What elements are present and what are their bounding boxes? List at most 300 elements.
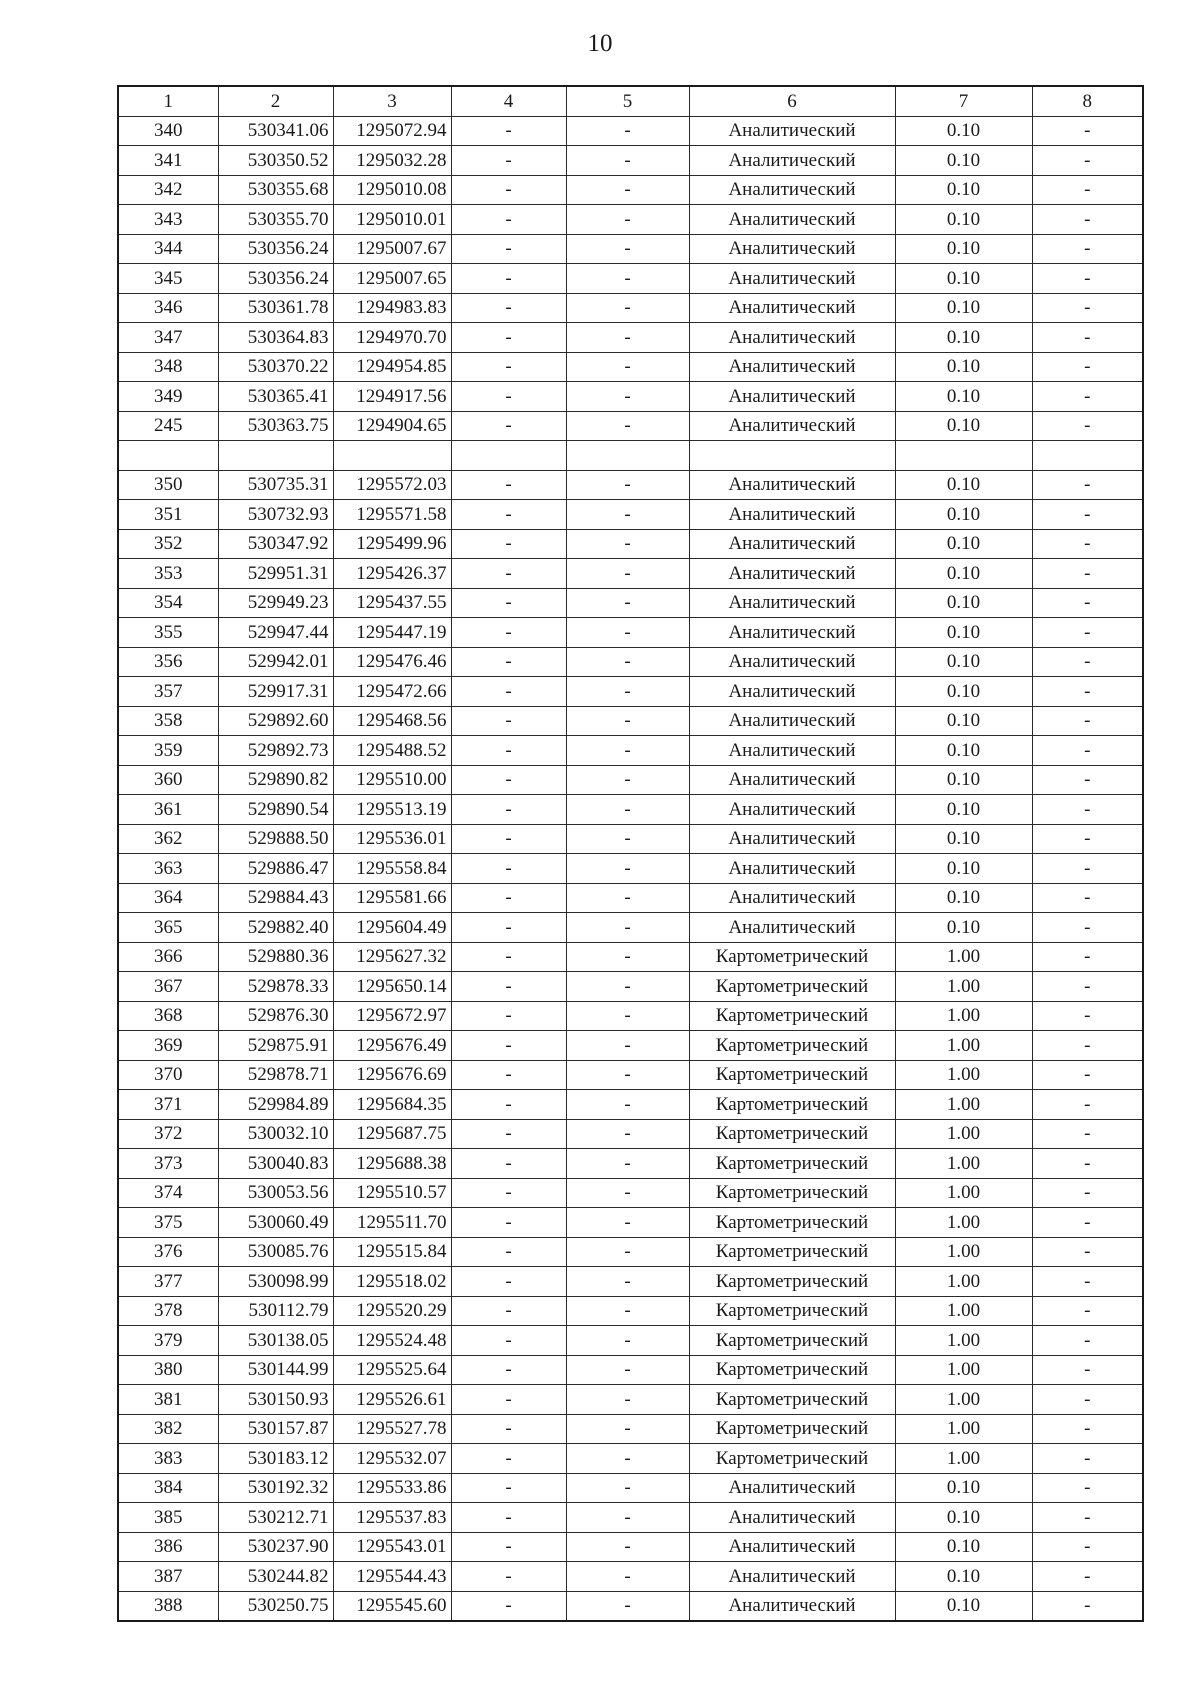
- cell-col-5-value: -: [566, 1119, 689, 1149]
- cell-col-4-value: -: [451, 1001, 566, 1031]
- cell-col-4-value: -: [451, 1473, 566, 1503]
- cell-y-coordinate: 1295526.61: [333, 1385, 451, 1415]
- cell-col-5-value: -: [566, 559, 689, 589]
- cell-y-coordinate: 1295072.94: [333, 116, 451, 146]
- cell-y-coordinate: 1295437.55: [333, 588, 451, 618]
- header-cell-5: 5: [566, 86, 689, 116]
- cell-accuracy: 0.10: [895, 765, 1032, 795]
- cell-point-number: 378: [118, 1296, 218, 1326]
- cell-y-coordinate: 1295527.78: [333, 1414, 451, 1444]
- cell-method: Картометрический: [689, 1001, 895, 1031]
- cell-col-4-value: -: [451, 1208, 566, 1238]
- cell-method: Картометрический: [689, 1355, 895, 1385]
- table-row: [118, 470, 1143, 500]
- cell-col-5-value: -: [566, 1355, 689, 1385]
- cell-accuracy: 1.00: [895, 1090, 1032, 1120]
- cell-method: Аналитический: [689, 470, 895, 500]
- cell-col-5-value: -: [566, 1178, 689, 1208]
- cell-col-8-value: -: [1032, 1119, 1143, 1149]
- cell-y-coordinate: 1295524.48: [333, 1326, 451, 1356]
- cell-method: Аналитический: [689, 588, 895, 618]
- cell-y-coordinate: 1295447.19: [333, 618, 451, 648]
- cell-x-coordinate: 530150.93: [218, 1385, 333, 1415]
- table-row: [118, 854, 1143, 884]
- cell-method: Аналитический: [689, 1503, 895, 1533]
- cell-col-8-value: -: [1032, 1267, 1143, 1297]
- cell-col-4-value: -: [451, 1267, 566, 1297]
- cell-y-coordinate: 1295518.02: [333, 1267, 451, 1297]
- table-row: [118, 1503, 1143, 1533]
- cell-col-5-value: -: [566, 1326, 689, 1356]
- cell-accuracy: 1.00: [895, 1237, 1032, 1267]
- table-row: [118, 913, 1143, 943]
- table-row: [118, 1208, 1143, 1238]
- cell-method: Аналитический: [689, 500, 895, 530]
- cell-x-coordinate: 530365.41: [218, 382, 333, 412]
- header-cell-1: 1: [118, 86, 218, 116]
- cell-accuracy: 0.10: [895, 500, 1032, 530]
- cell-method: Аналитический: [689, 175, 895, 205]
- cell-x-coordinate: 529884.43: [218, 883, 333, 913]
- cell-y-coordinate: 1295545.60: [333, 1591, 451, 1621]
- table-row: [118, 1385, 1143, 1415]
- cell-point-number: 343: [118, 205, 218, 235]
- cell-point-number: 346: [118, 293, 218, 323]
- cell-method: Аналитический: [689, 529, 895, 559]
- cell-col-5-value: -: [566, 736, 689, 766]
- cell-y-coordinate: 1295604.49: [333, 913, 451, 943]
- cell-x-coordinate: 530060.49: [218, 1208, 333, 1238]
- cell-y-coordinate: 1295007.65: [333, 264, 451, 294]
- table-row: [118, 588, 1143, 618]
- cell-x-coordinate: 529892.60: [218, 706, 333, 736]
- cell-x-coordinate: 529875.91: [218, 1031, 333, 1061]
- cell-y-coordinate: 1295426.37: [333, 559, 451, 589]
- cell-col-8-value: -: [1032, 1326, 1143, 1356]
- cell-point-number: 382: [118, 1414, 218, 1444]
- cell-x-coordinate: 530355.70: [218, 205, 333, 235]
- table-row: [118, 972, 1143, 1002]
- cell-method: Картометрический: [689, 1149, 895, 1179]
- cell-col-5-value: -: [566, 1414, 689, 1444]
- cell-col-4-value: -: [451, 1237, 566, 1267]
- cell-col-4-value: -: [451, 1385, 566, 1415]
- table-row: [118, 942, 1143, 972]
- cell-accuracy: 0.10: [895, 293, 1032, 323]
- table-row: [118, 1149, 1143, 1179]
- cell-x-coordinate: 529892.73: [218, 736, 333, 766]
- cell-method: Аналитический: [689, 618, 895, 648]
- cell-method: Аналитический: [689, 382, 895, 412]
- table-row: [118, 293, 1143, 323]
- table-row: [118, 824, 1143, 854]
- cell-point-number: 386: [118, 1532, 218, 1562]
- cell-point-number: 357: [118, 677, 218, 707]
- cell-col-8-value: -: [1032, 382, 1143, 412]
- cell-method: Аналитический: [689, 234, 895, 264]
- cell-y-coordinate: 1295581.66: [333, 883, 451, 913]
- cell-point-number: 342: [118, 175, 218, 205]
- cell-x-coordinate: 530237.90: [218, 1532, 333, 1562]
- cell-method: Аналитический: [689, 913, 895, 943]
- cell-col-4-value: -: [451, 470, 566, 500]
- cell-col-8-value: -: [1032, 677, 1143, 707]
- cell-method: Картометрический: [689, 1178, 895, 1208]
- cell-accuracy: 0.10: [895, 618, 1032, 648]
- cell-accuracy: 0.10: [895, 411, 1032, 441]
- header-cell-7: 7: [895, 86, 1032, 116]
- cell-col-4-value: -: [451, 1119, 566, 1149]
- cell-accuracy: 1.00: [895, 1001, 1032, 1031]
- cell-y-coordinate: 1295515.84: [333, 1237, 451, 1267]
- cell-accuracy: 1.00: [895, 1208, 1032, 1238]
- table-row: [118, 1591, 1143, 1621]
- cell-col-8-value: -: [1032, 234, 1143, 264]
- cell-y-coordinate: 1295472.66: [333, 677, 451, 707]
- cell-point-number: 341: [118, 146, 218, 176]
- cell-col-4-value: -: [451, 618, 566, 648]
- cell-method: Аналитический: [689, 264, 895, 294]
- table-row: [118, 529, 1143, 559]
- table-row: [118, 500, 1143, 530]
- cell-point-number: 369: [118, 1031, 218, 1061]
- table-row: [118, 1031, 1143, 1061]
- cell-method: Аналитический: [689, 795, 895, 825]
- cell-accuracy: 0.10: [895, 146, 1032, 176]
- cell-x-coordinate: 530370.22: [218, 352, 333, 382]
- cell-accuracy: 0.10: [895, 1591, 1032, 1621]
- cell-col-8-value: -: [1032, 824, 1143, 854]
- cell-method: Аналитический: [689, 146, 895, 176]
- cell-y-coordinate: 1295488.52: [333, 736, 451, 766]
- table-row: [118, 1060, 1143, 1090]
- cell-accuracy: 0.10: [895, 116, 1032, 146]
- cell-col-8-value: -: [1032, 1001, 1143, 1031]
- cell-method: Аналитический: [689, 647, 895, 677]
- cell-y-coordinate: 1295537.83: [333, 1503, 451, 1533]
- cell-method: Аналитический: [689, 1591, 895, 1621]
- cell-col-4-value: -: [451, 1060, 566, 1090]
- cell-accuracy: 0.10: [895, 382, 1032, 412]
- cell-y-coordinate: 1295572.03: [333, 470, 451, 500]
- cell-point-number: 356: [118, 647, 218, 677]
- cell-col-8-value: -: [1032, 1031, 1143, 1061]
- cell-y-coordinate: 1295532.07: [333, 1444, 451, 1474]
- cell-col-4-value: -: [451, 795, 566, 825]
- cell-col-5-value: -: [566, 1296, 689, 1326]
- cell-y-coordinate: 1295468.56: [333, 706, 451, 736]
- cell-method: Аналитический: [689, 411, 895, 441]
- cell-col-4-value: [451, 441, 566, 471]
- cell-col-8-value: -: [1032, 1385, 1143, 1415]
- cell-y-coordinate: 1295520.29: [333, 1296, 451, 1326]
- cell-col-4-value: -: [451, 588, 566, 618]
- cell-col-5-value: -: [566, 765, 689, 795]
- cell-col-4-value: -: [451, 1326, 566, 1356]
- cell-method: [689, 441, 895, 471]
- cell-col-8-value: -: [1032, 736, 1143, 766]
- cell-x-coordinate: 530157.87: [218, 1414, 333, 1444]
- cell-col-4-value: -: [451, 293, 566, 323]
- cell-point-number: 245: [118, 411, 218, 441]
- cell-col-5-value: -: [566, 382, 689, 412]
- cell-col-5-value: -: [566, 1060, 689, 1090]
- cell-col-5-value: -: [566, 647, 689, 677]
- table-row: [118, 116, 1143, 146]
- cell-point-number: 379: [118, 1326, 218, 1356]
- cell-y-coordinate: 1295510.00: [333, 765, 451, 795]
- cell-col-5-value: -: [566, 1001, 689, 1031]
- cell-method: Картометрический: [689, 1090, 895, 1120]
- cell-accuracy: 0.10: [895, 205, 1032, 235]
- cell-col-4-value: -: [451, 559, 566, 589]
- cell-method: Картометрический: [689, 1119, 895, 1149]
- cell-col-8-value: -: [1032, 972, 1143, 1002]
- table-row: [118, 264, 1143, 294]
- cell-col-4-value: -: [451, 942, 566, 972]
- cell-y-coordinate: 1295543.01: [333, 1532, 451, 1562]
- cell-x-coordinate: 529882.40: [218, 913, 333, 943]
- cell-accuracy: 1.00: [895, 1267, 1032, 1297]
- cell-point-number: 363: [118, 854, 218, 884]
- cell-y-coordinate: 1294983.83: [333, 293, 451, 323]
- cell-col-8-value: -: [1032, 1178, 1143, 1208]
- cell-x-coordinate: 530732.93: [218, 500, 333, 530]
- cell-point-number: 358: [118, 706, 218, 736]
- cell-point-number: 349: [118, 382, 218, 412]
- cell-col-5-value: -: [566, 1591, 689, 1621]
- cell-col-8-value: -: [1032, 1296, 1143, 1326]
- cell-col-5-value: -: [566, 706, 689, 736]
- cell-point-number: 355: [118, 618, 218, 648]
- cell-col-4-value: -: [451, 913, 566, 943]
- cell-col-8-value: -: [1032, 795, 1143, 825]
- cell-col-8-value: -: [1032, 1591, 1143, 1621]
- cell-col-5-value: [566, 441, 689, 471]
- cell-point-number: 360: [118, 765, 218, 795]
- table-row: [118, 706, 1143, 736]
- table-row: [118, 1326, 1143, 1356]
- cell-method: Аналитический: [689, 854, 895, 884]
- cell-method: Картометрический: [689, 1444, 895, 1474]
- table-row: [118, 1267, 1143, 1297]
- table-row: [118, 1355, 1143, 1385]
- cell-col-4-value: -: [451, 500, 566, 530]
- cell-col-8-value: -: [1032, 175, 1143, 205]
- cell-y-coordinate: 1295688.38: [333, 1149, 451, 1179]
- cell-accuracy: 0.10: [895, 1473, 1032, 1503]
- cell-col-4-value: -: [451, 175, 566, 205]
- cell-col-4-value: -: [451, 736, 566, 766]
- cell-col-5-value: -: [566, 205, 689, 235]
- cell-col-8-value: -: [1032, 913, 1143, 943]
- cell-col-8-value: -: [1032, 1149, 1143, 1179]
- cell-col-5-value: -: [566, 323, 689, 353]
- cell-col-5-value: -: [566, 411, 689, 441]
- cell-col-5-value: -: [566, 677, 689, 707]
- cell-x-coordinate: 529917.31: [218, 677, 333, 707]
- cell-x-coordinate: 530356.24: [218, 264, 333, 294]
- cell-x-coordinate: 530032.10: [218, 1119, 333, 1149]
- cell-col-4-value: -: [451, 1355, 566, 1385]
- cell-accuracy: 1.00: [895, 1326, 1032, 1356]
- cell-x-coordinate: 530250.75: [218, 1591, 333, 1621]
- cell-col-4-value: -: [451, 1296, 566, 1326]
- cell-y-coordinate: 1295032.28: [333, 146, 451, 176]
- cell-col-4-value: -: [451, 706, 566, 736]
- cell-col-8-value: -: [1032, 411, 1143, 441]
- table-row: [118, 1237, 1143, 1267]
- cell-point-number: 344: [118, 234, 218, 264]
- cell-y-coordinate: 1295010.01: [333, 205, 451, 235]
- cell-y-coordinate: 1294904.65: [333, 411, 451, 441]
- cell-col-5-value: -: [566, 854, 689, 884]
- table-row: [118, 1473, 1143, 1503]
- cell-col-4-value: -: [451, 1532, 566, 1562]
- cell-accuracy: 0.10: [895, 736, 1032, 766]
- cell-x-coordinate: 530350.52: [218, 146, 333, 176]
- cell-accuracy: 0.10: [895, 647, 1032, 677]
- cell-col-5-value: -: [566, 529, 689, 559]
- cell-x-coordinate: 530212.71: [218, 1503, 333, 1533]
- cell-x-coordinate: 529942.01: [218, 647, 333, 677]
- cell-accuracy: 0.10: [895, 1562, 1032, 1592]
- cell-method: Аналитический: [689, 706, 895, 736]
- cell-method: Картометрический: [689, 1267, 895, 1297]
- cell-col-5-value: -: [566, 795, 689, 825]
- cell-col-5-value: -: [566, 1090, 689, 1120]
- cell-method: Картометрический: [689, 972, 895, 1002]
- header-cell-4: 4: [451, 86, 566, 116]
- cell-point-number: 347: [118, 323, 218, 353]
- table-row: [118, 1444, 1143, 1474]
- table-row: [118, 1178, 1143, 1208]
- cell-point-number: 359: [118, 736, 218, 766]
- cell-point-number: 370: [118, 1060, 218, 1090]
- cell-y-coordinate: 1295676.69: [333, 1060, 451, 1090]
- cell-accuracy: 0.10: [895, 264, 1032, 294]
- cell-point-number: 340: [118, 116, 218, 146]
- cell-col-4-value: -: [451, 1591, 566, 1621]
- cell-col-5-value: -: [566, 1031, 689, 1061]
- cell-col-8-value: [1032, 441, 1143, 471]
- cell-x-coordinate: 529888.50: [218, 824, 333, 854]
- table-body: [118, 116, 1143, 1621]
- cell-col-8-value: -: [1032, 883, 1143, 913]
- cell-point-number: 373: [118, 1149, 218, 1179]
- table-row: [118, 647, 1143, 677]
- cell-col-4-value: -: [451, 411, 566, 441]
- cell-col-4-value: -: [451, 1090, 566, 1120]
- cell-x-coordinate: 529876.30: [218, 1001, 333, 1031]
- cell-accuracy: 0.10: [895, 175, 1032, 205]
- cell-method: Картометрический: [689, 1385, 895, 1415]
- table-row: [118, 765, 1143, 795]
- cell-col-5-value: -: [566, 500, 689, 530]
- cell-col-8-value: -: [1032, 1090, 1143, 1120]
- table-row: [118, 382, 1143, 412]
- table-row: [118, 1414, 1143, 1444]
- table-row: [118, 205, 1143, 235]
- cell-x-coordinate: 529878.71: [218, 1060, 333, 1090]
- cell-col-4-value: -: [451, 146, 566, 176]
- table-row: [118, 352, 1143, 382]
- cell-col-4-value: -: [451, 1503, 566, 1533]
- cell-x-coordinate: 530347.92: [218, 529, 333, 559]
- cell-point-number: 385: [118, 1503, 218, 1533]
- cell-point-number: 354: [118, 588, 218, 618]
- table-row: [118, 411, 1143, 441]
- cell-y-coordinate: 1294970.70: [333, 323, 451, 353]
- cell-x-coordinate: 530244.82: [218, 1562, 333, 1592]
- cell-accuracy: 0.10: [895, 854, 1032, 884]
- cell-col-4-value: -: [451, 854, 566, 884]
- cell-accuracy: 0.10: [895, 352, 1032, 382]
- cell-col-8-value: -: [1032, 588, 1143, 618]
- cell-x-coordinate: 529949.23: [218, 588, 333, 618]
- cell-col-5-value: -: [566, 913, 689, 943]
- cell-col-8-value: -: [1032, 1532, 1143, 1562]
- table-row: [118, 1090, 1143, 1120]
- cell-col-8-value: -: [1032, 618, 1143, 648]
- cell-col-5-value: -: [566, 264, 689, 294]
- cell-col-5-value: -: [566, 588, 689, 618]
- table-row: [118, 1562, 1143, 1592]
- cell-col-8-value: -: [1032, 264, 1143, 294]
- cell-point-number: 367: [118, 972, 218, 1002]
- cell-method: Картометрический: [689, 1060, 895, 1090]
- header-cell-2: 2: [218, 86, 333, 116]
- cell-method: Аналитический: [689, 352, 895, 382]
- cell-point-number: 371: [118, 1090, 218, 1120]
- cell-col-4-value: -: [451, 1414, 566, 1444]
- cell-accuracy: 1.00: [895, 1178, 1032, 1208]
- cell-method: Картометрический: [689, 1237, 895, 1267]
- cell-col-5-value: -: [566, 1562, 689, 1592]
- cell-x-coordinate: 529886.47: [218, 854, 333, 884]
- cell-col-8-value: -: [1032, 854, 1143, 884]
- cell-y-coordinate: 1295010.08: [333, 175, 451, 205]
- cell-point-number: 362: [118, 824, 218, 854]
- cell-col-5-value: -: [566, 1473, 689, 1503]
- table-header: [118, 86, 1143, 116]
- cell-col-8-value: -: [1032, 706, 1143, 736]
- cell-x-coordinate: 530040.83: [218, 1149, 333, 1179]
- cell-method: Аналитический: [689, 559, 895, 589]
- table-row: [118, 677, 1143, 707]
- cell-y-coordinate: 1295672.97: [333, 1001, 451, 1031]
- cell-accuracy: 0.10: [895, 677, 1032, 707]
- cell-point-number: 383: [118, 1444, 218, 1474]
- cell-col-8-value: -: [1032, 1060, 1143, 1090]
- cell-x-coordinate: 530735.31: [218, 470, 333, 500]
- cell-accuracy: 1.00: [895, 1296, 1032, 1326]
- table-row: [118, 883, 1143, 913]
- cell-point-number: 366: [118, 942, 218, 972]
- cell-point-number: 350: [118, 470, 218, 500]
- cell-method: Аналитический: [689, 883, 895, 913]
- cell-x-coordinate: 530112.79: [218, 1296, 333, 1326]
- cell-col-8-value: -: [1032, 116, 1143, 146]
- cell-col-4-value: -: [451, 647, 566, 677]
- cell-col-5-value: -: [566, 116, 689, 146]
- cell-col-8-value: -: [1032, 352, 1143, 382]
- cell-accuracy: 0.10: [895, 529, 1032, 559]
- cell-col-8-value: -: [1032, 1473, 1143, 1503]
- cell-col-8-value: -: [1032, 529, 1143, 559]
- cell-method: Аналитический: [689, 116, 895, 146]
- cell-accuracy: 1.00: [895, 1444, 1032, 1474]
